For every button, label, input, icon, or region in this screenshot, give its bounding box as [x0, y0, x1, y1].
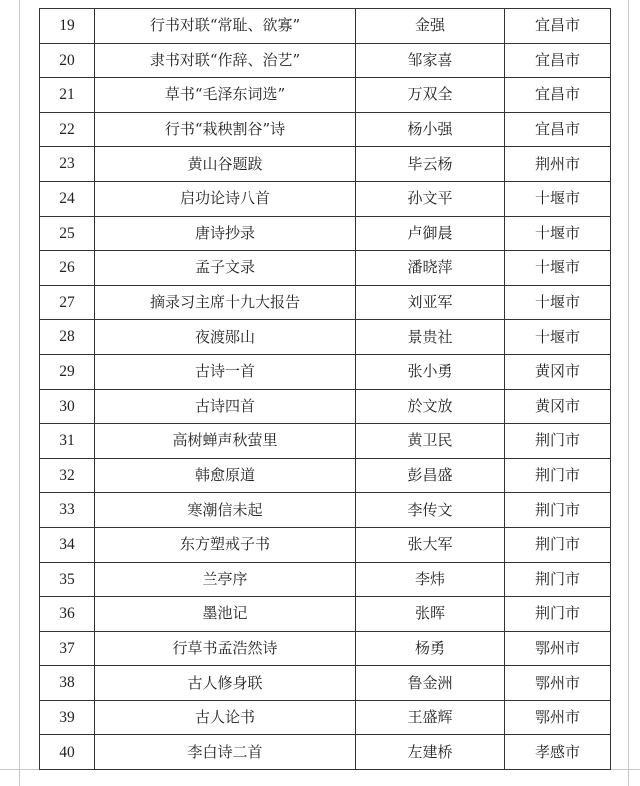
entry-number-cell: 26	[40, 251, 95, 286]
table-row	[40, 112, 611, 147]
author-name-cell: 潘晓萍	[356, 251, 505, 286]
margin-guide-left	[19, 0, 20, 786]
entry-number-cell: 21	[40, 78, 95, 113]
table-row	[40, 251, 611, 286]
author-name-cell: 孙文平	[356, 181, 505, 216]
entry-number-cell: 38	[40, 666, 95, 701]
table-row	[40, 597, 611, 632]
city-cell: 十堰市	[505, 285, 611, 320]
work-title-cell: 行草书孟浩然诗	[95, 631, 356, 666]
entry-number-cell: 24	[40, 181, 95, 216]
table-row	[40, 631, 611, 666]
city-cell: 荆州市	[505, 147, 611, 182]
author-name-cell: 李传文	[356, 493, 505, 528]
entry-number-cell: 20	[40, 43, 95, 78]
city-cell: 孝感市	[505, 735, 611, 770]
table-row	[40, 181, 611, 216]
table-row	[40, 562, 611, 597]
entry-number-cell: 30	[40, 389, 95, 424]
city-cell: 鄂州市	[505, 631, 611, 666]
author-name-cell: 邹家喜	[356, 43, 505, 78]
table-row	[40, 700, 611, 735]
entry-number-cell: 36	[40, 597, 95, 632]
entry-number-cell: 19	[40, 9, 95, 44]
work-title-cell: 李白诗二首	[95, 735, 356, 770]
work-title-cell: 夜渡郧山	[95, 320, 356, 355]
author-name-cell: 王盛辉	[356, 700, 505, 735]
city-cell: 鄂州市	[505, 700, 611, 735]
work-title-cell: 韩愈原道	[95, 458, 356, 493]
entry-number-cell: 28	[40, 320, 95, 355]
table-row	[40, 735, 611, 770]
work-title-cell: 墨池记	[95, 597, 356, 632]
author-name-cell: 左建桥	[356, 735, 505, 770]
entry-number-cell: 34	[40, 527, 95, 562]
city-cell: 十堰市	[505, 216, 611, 251]
work-title-cell: 隶书对联“作辞、治艺”	[95, 43, 356, 78]
city-cell: 荆门市	[505, 597, 611, 632]
work-title-cell: 寒潮信未起	[95, 493, 356, 528]
table-row	[40, 9, 611, 44]
author-name-cell: 金强	[356, 9, 505, 44]
city-cell: 荆门市	[505, 493, 611, 528]
entry-number-cell: 33	[40, 493, 95, 528]
city-cell: 宜昌市	[505, 9, 611, 44]
awards-table	[39, 8, 611, 770]
author-name-cell: 李炜	[356, 562, 505, 597]
entry-number-cell: 31	[40, 424, 95, 459]
work-title-cell: 古诗四首	[95, 389, 356, 424]
author-name-cell: 卢御晨	[356, 216, 505, 251]
author-name-cell: 张小勇	[356, 354, 505, 389]
table-row	[40, 43, 611, 78]
entry-number-cell: 29	[40, 354, 95, 389]
awards-table-body	[40, 9, 611, 770]
entry-number-cell: 39	[40, 700, 95, 735]
table-row	[40, 147, 611, 182]
work-title-cell: 启功论诗八首	[95, 181, 356, 216]
entry-number-cell: 23	[40, 147, 95, 182]
author-name-cell: 彭昌盛	[356, 458, 505, 493]
author-name-cell: 张晖	[356, 597, 505, 632]
city-cell: 荆门市	[505, 527, 611, 562]
author-name-cell: 杨小强	[356, 112, 505, 147]
entry-number-cell: 27	[40, 285, 95, 320]
city-cell: 宜昌市	[505, 78, 611, 113]
entry-number-cell: 32	[40, 458, 95, 493]
entry-number-cell: 22	[40, 112, 95, 147]
city-cell: 荆门市	[505, 458, 611, 493]
work-title-cell: 摘录习主席十九大报告	[95, 285, 356, 320]
work-title-cell: 行书“栽秧割谷”诗	[95, 112, 356, 147]
work-title-cell: 唐诗抄录	[95, 216, 356, 251]
entry-number-cell: 40	[40, 735, 95, 770]
table-row	[40, 285, 611, 320]
table-row	[40, 78, 611, 113]
city-cell: 黄冈市	[505, 354, 611, 389]
work-title-cell: 草书“毛泽东词选”	[95, 78, 356, 113]
city-cell: 鄂州市	[505, 666, 611, 701]
author-name-cell: 景贵社	[356, 320, 505, 355]
city-cell: 十堰市	[505, 320, 611, 355]
table-row	[40, 216, 611, 251]
table-row	[40, 666, 611, 701]
city-cell: 宜昌市	[505, 112, 611, 147]
entry-number-cell: 35	[40, 562, 95, 597]
city-cell: 荆门市	[505, 562, 611, 597]
table-row	[40, 527, 611, 562]
author-name-cell: 张大军	[356, 527, 505, 562]
city-cell: 十堰市	[505, 181, 611, 216]
author-name-cell: 刘亚军	[356, 285, 505, 320]
work-title-cell: 孟子文录	[95, 251, 356, 286]
work-title-cell: 古人修身联	[95, 666, 356, 701]
entry-number-cell: 37	[40, 631, 95, 666]
entry-number-cell: 25	[40, 216, 95, 251]
table-row	[40, 424, 611, 459]
table-row	[40, 493, 611, 528]
work-title-cell: 古人论书	[95, 700, 356, 735]
author-name-cell: 鲁金洲	[356, 666, 505, 701]
work-title-cell: 兰亭序	[95, 562, 356, 597]
table-row	[40, 458, 611, 493]
author-name-cell: 於文放	[356, 389, 505, 424]
work-title-cell: 东方塑戒子书	[95, 527, 356, 562]
author-name-cell: 万双全	[356, 78, 505, 113]
table-row	[40, 320, 611, 355]
city-cell: 黄冈市	[505, 389, 611, 424]
work-title-cell: 古诗一首	[95, 354, 356, 389]
city-cell: 十堰市	[505, 251, 611, 286]
author-name-cell: 黄卫民	[356, 424, 505, 459]
city-cell: 宜昌市	[505, 43, 611, 78]
table-row	[40, 354, 611, 389]
work-title-cell: 黄山谷题跋	[95, 147, 356, 182]
work-title-cell: 高树蝉声秋萤里	[95, 424, 356, 459]
margin-guide-right	[628, 0, 629, 786]
table-row	[40, 389, 611, 424]
work-title-cell: 行书对联“常耻、欲寡”	[95, 9, 356, 44]
city-cell: 荆门市	[505, 424, 611, 459]
author-name-cell: 杨勇	[356, 631, 505, 666]
author-name-cell: 毕云杨	[356, 147, 505, 182]
